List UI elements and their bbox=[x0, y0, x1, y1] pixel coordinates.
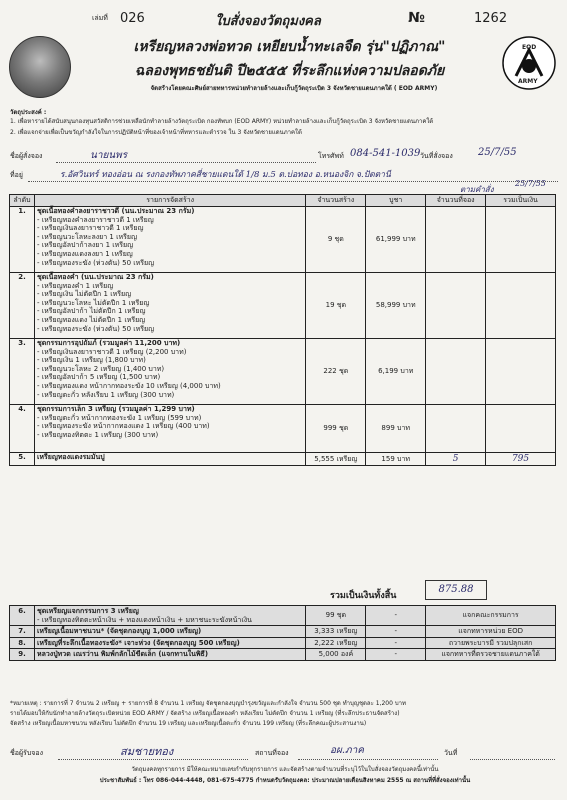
list-item: - เหรียญทองระฆัง หน้ากากทองแดง 1 เหรียญ (400 บาท) bbox=[36, 422, 210, 431]
row-qty: 5,555 เหรียญ bbox=[306, 453, 366, 466]
row-ordered-input[interactable] bbox=[426, 273, 486, 339]
logo-text-top: EOD bbox=[522, 44, 537, 51]
receiver-label: ชื่อผู้รับจอง bbox=[10, 749, 43, 757]
price-value: 899 bbox=[381, 424, 395, 433]
book-number: 026 bbox=[120, 11, 145, 26]
table-row bbox=[10, 637, 556, 649]
price-unit: บาท bbox=[402, 235, 416, 244]
row-total-input[interactable] bbox=[486, 405, 556, 453]
extra-note: แจกทหารหน่วย EOD bbox=[426, 626, 556, 638]
price-value: 61,999 bbox=[375, 235, 401, 244]
row-ordered-input[interactable] bbox=[426, 405, 486, 453]
row-total-input[interactable] bbox=[486, 207, 556, 273]
col-total: รวมเป็นเงิน bbox=[486, 195, 556, 207]
headline-2: ฉลองพุทธชยันติ ปี๒๕๕๕ ที่ระลึกแห่งความปลอดภัย bbox=[134, 63, 445, 79]
row-total-input[interactable]: 795 bbox=[486, 453, 556, 466]
list-item: - เหรียญเงิน 1 เหรียญ (1,800 บาท) bbox=[36, 356, 146, 365]
purpose-item-1: 1. เพื่อหารายได้สนับสนุนกองทุนสวัสดิการช่วยเหลือนักทำลายล้างวัตถุระเบิด กองทัพบก (EOD ARMY) หน่วยทำลายล้างและเก็บกู้วัตถุระเบิด 3 จังหวัดชายแดนภาคใต้ bbox=[10, 118, 434, 125]
row-title: ชุดเนื้อทองคำลงยาราชาวดี (นน.ประมาณ 23 กรัม) bbox=[36, 207, 195, 215]
footer-date-line bbox=[470, 758, 555, 760]
date-field[interactable]: 25/7/55 bbox=[478, 147, 517, 158]
list-item: - เหรียญเงินลงยาราชาวดี 1 เหรียญ (2,200 บาท) bbox=[36, 347, 187, 356]
extra-no: 7. bbox=[10, 626, 35, 638]
monk-portrait-image bbox=[9, 36, 71, 98]
list-item: - เหรียญนวะโลหะ ไม่ตัดปีก 1 เหรียญ bbox=[36, 298, 150, 307]
row-ordered-input[interactable] bbox=[426, 207, 486, 273]
col-qty: จำนวนสร้าง bbox=[306, 195, 366, 207]
name-label: ชื่อผู้สั่งจอง bbox=[10, 152, 43, 160]
list-item: - เหรียญทองคำ 1 เหรียญ bbox=[36, 281, 114, 290]
handwritten-note-2: 25/7/55 bbox=[515, 179, 546, 188]
grand-total-field[interactable]: 875.88 bbox=[425, 580, 487, 600]
book-label: เล่มที่ bbox=[92, 14, 108, 22]
row-no: 1. bbox=[10, 207, 35, 273]
price-value: 159 bbox=[381, 454, 395, 463]
list-item: - เหรียญทองระฆัง (ห่วงตัน) 50 เหรียญ bbox=[36, 258, 155, 267]
form-number: 1262 bbox=[474, 11, 508, 26]
row-no: 2. bbox=[10, 273, 35, 339]
sponsor-line: จัดสร้างโดยคณะศิษย์สายทหารหน่วยทำลายล้างและเก็บกู้วัตถุระเบิด 3 จังหวัดชายแดนภาคใต้ ( EOD ARMY) bbox=[150, 85, 438, 92]
extra-qty: 99 ชุด bbox=[306, 606, 366, 626]
list-item: - เหรียญอัลปาก้า 5 เหรียญ (1,500 บาท) bbox=[36, 373, 161, 382]
extra-price: - bbox=[366, 649, 426, 661]
row-ordered-input[interactable]: 5 bbox=[426, 453, 486, 466]
price-value: 6,199 bbox=[378, 367, 399, 376]
extra-no: 6. bbox=[10, 606, 35, 626]
row-price bbox=[366, 405, 426, 453]
note-line-3: จัดสร้าง เหรียญเนื้อมหาชนวน หลังเรียบ ไม่ตัดปีก จำนวน 19 เหรียญ และเหรียญเนื้อตะกั่ว จำนวน 199 เหรียญ (ที่ระลึกคณะผู้ประสานงาน) bbox=[10, 720, 367, 727]
phone-field[interactable]: 084-541-1039 bbox=[350, 148, 421, 159]
headline-1: เหรียญหลวงพ่อทวด เหยียบน้ำทะเลจืด รุ่น"ปฏิภาณ" bbox=[133, 39, 446, 55]
extra-price: - bbox=[366, 626, 426, 638]
footer-line-2: ประชาสัมพันธ์ : โทร 086-044-4448, 081-675-4775 กำหนดรับวัตถุมงคล: ประมาณปลายเดือนสิงหาคม 2555 ณ สถานที่ที่สั่งจองเท่านั้น bbox=[99, 777, 471, 784]
row-desc bbox=[34, 405, 305, 453]
list-item: - เหรียญเงิน ไม่ตัดปีก 1 เหรียญ bbox=[36, 290, 132, 299]
table-row bbox=[10, 207, 556, 273]
extra-table bbox=[9, 605, 556, 661]
grand-total-label: รวมเป็นเงินทั้งสิ้น bbox=[330, 591, 397, 601]
row-qty: 9 ชุด bbox=[306, 207, 366, 273]
table-row bbox=[10, 405, 556, 453]
list-item: - เหรียญนวะโลหะ 2 เหรียญ (1,400 บาท) bbox=[36, 364, 165, 373]
phone-label: โทรศัพท์ bbox=[318, 152, 344, 160]
receiver-field[interactable]: สมชายทอง bbox=[120, 745, 174, 758]
price-unit: บาท bbox=[402, 301, 416, 310]
extra-title: ชุดเหรียญแจกกรรมการ 3 เหรียญ bbox=[36, 607, 139, 615]
row-desc bbox=[34, 273, 305, 339]
extra-price: - bbox=[366, 606, 426, 626]
address-label: ที่อยู่ bbox=[10, 171, 23, 179]
extra-sub: - เหรียญทองทิตตะหน้าเงิน + ทองแดงหน้าเงิน + มหาชนะระฆังหน้าเงิน bbox=[36, 615, 252, 624]
extra-price: - bbox=[366, 637, 426, 649]
price-unit: บาท bbox=[400, 367, 414, 376]
date-label: วันที่สั่งจอง bbox=[420, 152, 453, 160]
extra-no: 8. bbox=[10, 637, 35, 649]
row-title: ชุดกรรมการเล็ก 3 เหรียญ (รวมมูลค่า 1,299 บาท) bbox=[36, 405, 195, 413]
place-label: สถานที่จอง bbox=[255, 749, 289, 757]
number-sign: № bbox=[408, 10, 425, 26]
row-qty: 222 ชุด bbox=[306, 339, 366, 405]
footer-date-label: วันที่ bbox=[444, 749, 458, 757]
list-item: - เหรียญทองทิตตะ 1 เหรียญ (300 บาท) bbox=[36, 430, 159, 439]
table-row bbox=[10, 606, 556, 626]
extra-title: หลวงปู่ทวด เณรว่าน พิมพ์กลักไม้ขีดเล็ก (แจกทานในพิธี) bbox=[34, 649, 305, 661]
list-item: - เหรียญอัลปาก้าลงยา 1 เหรียญ bbox=[36, 241, 134, 250]
col-item: รายการจัดสร้าง bbox=[34, 195, 305, 207]
extra-qty: 3,333 เหรียญ bbox=[306, 626, 366, 638]
order-table bbox=[9, 194, 556, 466]
row-no: 3. bbox=[10, 339, 35, 405]
note-line-2: รายได้มอบให้กับนักทำลายล้างวัตถุระเบิดหน่วย EOD ARMY / จัดสร้าง เหรียญเนื้อทองคำ หลังเรียบ ไม่ตัดปีก จำนวน 1 เหรียญ (ที่ระลึกประธานจัดสร้าง) bbox=[10, 710, 400, 717]
row-title: ชุดกรรมการอุปถัมภ์ (รวมมูลค่า 11,200 บาท) bbox=[36, 339, 181, 347]
row-price bbox=[366, 273, 426, 339]
row-desc bbox=[34, 453, 305, 466]
list-item: - เหรียญทองระฆัง (ห่วงตัน) 50 เหรียญ bbox=[36, 324, 155, 333]
table-row bbox=[10, 273, 556, 339]
table-header-row bbox=[10, 195, 556, 207]
list-item: - เหรียญตะกั่ว หน้ากากทองระฆัง 1 เหรียญ (599 บาท) bbox=[36, 413, 202, 422]
form-title: ใบสั่งจองวัตถุมงคล bbox=[215, 14, 321, 29]
note-line-1: *หมายเหตุ : รายการที่ 7 จำนวน 2 เหรียญ + รายการที่ 8 จำนวน 1 เหรียญ จัดชุดกองบุญบำรุงขวัญและกำลังใจ จำนวน 500 ชุด ทำบุญชุดละ 1,200 บาท bbox=[10, 700, 406, 707]
name-field[interactable]: นายนพร bbox=[90, 150, 128, 161]
extra-qty: 5,000 องค์ bbox=[306, 649, 366, 661]
list-item: - เหรียญทองคำลงยาราชาวดี 1 เหรียญ bbox=[36, 215, 154, 224]
row-price bbox=[366, 207, 426, 273]
row-title: เหรียญทองแดงรมมันปู bbox=[36, 453, 105, 461]
row-desc bbox=[34, 207, 305, 273]
place-line bbox=[298, 758, 438, 760]
logo-text-bottom: ARMY bbox=[518, 78, 538, 85]
list-item: - เหรียญทองแดง หน้ากากทองระฆัง 10 เหรียญ (4,000 บาท) bbox=[36, 381, 221, 390]
row-title: ชุดเนื้อทองคำ (นน.ประมาณ 23 กรัม) bbox=[36, 273, 154, 281]
extra-no: 9. bbox=[10, 649, 35, 661]
list-item: - เหรียญนวะโลหะลงยา 1 เหรียญ bbox=[36, 232, 137, 241]
row-price bbox=[366, 453, 426, 466]
extra-note: แจกคณะกรรมการ bbox=[426, 606, 556, 626]
extra-desc bbox=[34, 606, 305, 626]
list-item: - เหรียญตะกั่ว หลังเรียบ 1 เหรียญ (300 บาท) bbox=[36, 390, 175, 399]
extra-note: แจกทหารที่ตรวจชายแดนภาคใต้ bbox=[426, 649, 556, 661]
table-row bbox=[10, 339, 556, 405]
table-row bbox=[10, 626, 556, 638]
place-field[interactable]: อผ.ภาค bbox=[330, 745, 364, 756]
row-desc bbox=[34, 339, 305, 405]
table-row bbox=[10, 453, 556, 466]
handwritten-note: ตามคำสั่ง bbox=[460, 185, 494, 194]
extra-title: เหรียญเนื้อมหาชนวน* (จัดชุดกองบุญ 1,000 เหรียญ) bbox=[34, 626, 305, 638]
purpose-heading: วัตถุประสงค์ : bbox=[10, 109, 47, 116]
col-price: บูชา bbox=[366, 195, 426, 207]
address-field[interactable]: ร.อัศวินทร์ ทองอ่อน ณ รงกองทัพภาคสี่ชายแดนใต้ 1/8 ม.5 ต.บ่อทอง อ.หนองจิก จ.ปัตตานี bbox=[60, 170, 391, 180]
row-total-input[interactable] bbox=[486, 339, 556, 405]
col-no: ลำดับ bbox=[10, 195, 35, 207]
row-total-input[interactable] bbox=[486, 273, 556, 339]
list-item: - เหรียญอัลปาก้า ไม่ตัดปีก 1 เหรียญ bbox=[36, 307, 146, 316]
row-qty: 19 ชุด bbox=[306, 273, 366, 339]
extra-title: เหรียญที่ระลึกเนื้อทองระฆัง* เจาะห่วง (จัดชุดกองบุญ 500 เหรียญ) bbox=[34, 637, 305, 649]
row-qty: 999 ชุด bbox=[306, 405, 366, 453]
row-no: 4. bbox=[10, 405, 35, 453]
table-row bbox=[10, 649, 556, 661]
price-value: 58,999 bbox=[375, 301, 401, 310]
extra-qty: 2,222 เหรียญ bbox=[306, 637, 366, 649]
price-unit: บาท bbox=[397, 454, 411, 463]
row-ordered-input[interactable] bbox=[426, 339, 486, 405]
col-ordered: จำนวนที่จอง bbox=[426, 195, 486, 207]
list-item: - เหรียญทองแดงลงยา 1 เหรียญ bbox=[36, 249, 133, 258]
purpose-item-2: 2. เพื่อแจกจ่ายเพื่อเป็นขวัญกำลังใจในการปฏิบัติหน้าที่ของเจ้าหน้าที่ทหารและตำรวจ ใน 3 จังหวัดชายแดนภาคใต้ bbox=[10, 129, 302, 136]
list-item: - เหรียญทองแดง ไม่ตัดปีก 1 เหรียญ bbox=[36, 315, 146, 324]
extra-note: ถวายพระบารมี รวมปลุกเสก bbox=[426, 637, 556, 649]
row-no: 5. bbox=[10, 453, 35, 466]
row-price bbox=[366, 339, 426, 405]
price-unit: บาท bbox=[397, 424, 411, 433]
footer-line-1: วัตถุมงคลทุกรายการ มีให้คณะหมายเลขกำกับทุกรายการ และจัดสร้างตามจำนวนที่ระบุไว้ในใบสั่งจองวัตถุมงคลนี้เท่านั้น bbox=[131, 766, 439, 773]
list-item: - เหรียญเงินลงยาราชาวดี 1 เหรียญ bbox=[36, 224, 144, 233]
